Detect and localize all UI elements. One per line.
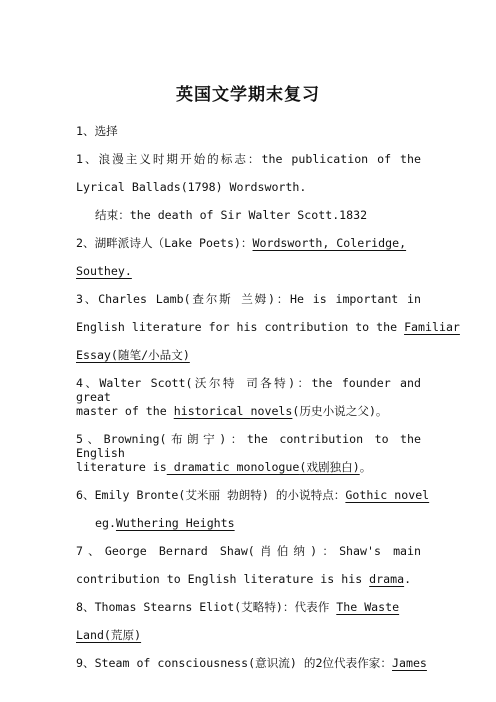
- item-1-line-3: 结束：the death of Sir Walter Scott.1832: [95, 208, 368, 222]
- item-5-line-2: [76, 460, 371, 474]
- item-8-answer-cont: Land(荒原): [76, 628, 142, 642]
- section-heading: 1、选择: [76, 124, 118, 138]
- item-7-line-1: 7、George Bernard Shaw(肖伯纳)：Shaw's main: [76, 544, 421, 558]
- item-2-line-2: [76, 264, 132, 278]
- item-2-line-1: [76, 236, 406, 250]
- item-6-line-2: [95, 516, 235, 530]
- item-5-answer: dramatic monologue(戏剧独白): [166, 460, 360, 474]
- item-2-label: 2、湖畔派诗人（Lake Poets)：: [76, 236, 253, 250]
- item-1-line-1: 1、浪漫主义时期开始的标志：the publication of the: [76, 152, 421, 166]
- item-3-line-2: [76, 320, 460, 334]
- item-6-answer: Gothic novel: [345, 488, 430, 502]
- item-3-answer: Familiar: [404, 320, 460, 334]
- page-title: 英国文学期末复习: [176, 85, 320, 105]
- item-4-note: (历史小说之父)。: [292, 404, 388, 418]
- item-8-answer: The Waste: [336, 600, 400, 614]
- item-4-text: master of the: [76, 404, 174, 418]
- item-3-answer-cont: Essay(随笔/小品文): [76, 348, 190, 362]
- item-5-end: 。: [359, 460, 372, 474]
- item-9-answer: James: [392, 656, 427, 670]
- item-7-end: .: [404, 572, 412, 586]
- item-6-text: 6、Emily Bronte(艾米丽 勃朗特) 的小说特点：: [76, 488, 346, 502]
- item-1-line-2: Lyrical Ballads(1798) Wordsworth.: [76, 180, 307, 194]
- item-4-line-1: 4、Walter Scott(沃尔特 司各特)：the founder and great: [76, 376, 421, 404]
- item-6-line-1: [76, 488, 429, 502]
- item-7-line-2: [76, 572, 411, 586]
- item-4-answer: historical novels: [173, 404, 293, 418]
- item-2-answer-cont: Southey.: [76, 264, 132, 278]
- item-6-eg: eg.: [95, 516, 116, 530]
- item-2-answer: Wordsworth, Coleridge,: [252, 236, 407, 250]
- item-3-line-3: [76, 348, 190, 362]
- item-5-text: literature is: [76, 460, 167, 474]
- item-8-line-2: [76, 628, 141, 642]
- item-7-answer: drama: [369, 572, 405, 586]
- item-3-text: English literature for his contribution to the: [76, 320, 405, 334]
- item-9-text: 9、Steam of consciousness(意识流) 的2位代表作家：: [76, 656, 392, 670]
- item-8-line-1: [76, 600, 399, 614]
- item-8-text: 8、Thomas Stearns Eliot(艾略特)：代表作: [76, 600, 337, 614]
- item-9-line-1: [76, 656, 427, 670]
- item-3-line-1: 3、Charles Lamb(查尔斯 兰姆)：He is important in: [76, 292, 421, 306]
- item-5-line-1: 5、Browning(布朗宁)：the contribution to the English: [76, 432, 421, 460]
- item-6-example: Wuthering Heights: [115, 516, 235, 530]
- item-7-text: contribution to English literature is his: [76, 572, 370, 586]
- item-4-line-2: [76, 404, 388, 418]
